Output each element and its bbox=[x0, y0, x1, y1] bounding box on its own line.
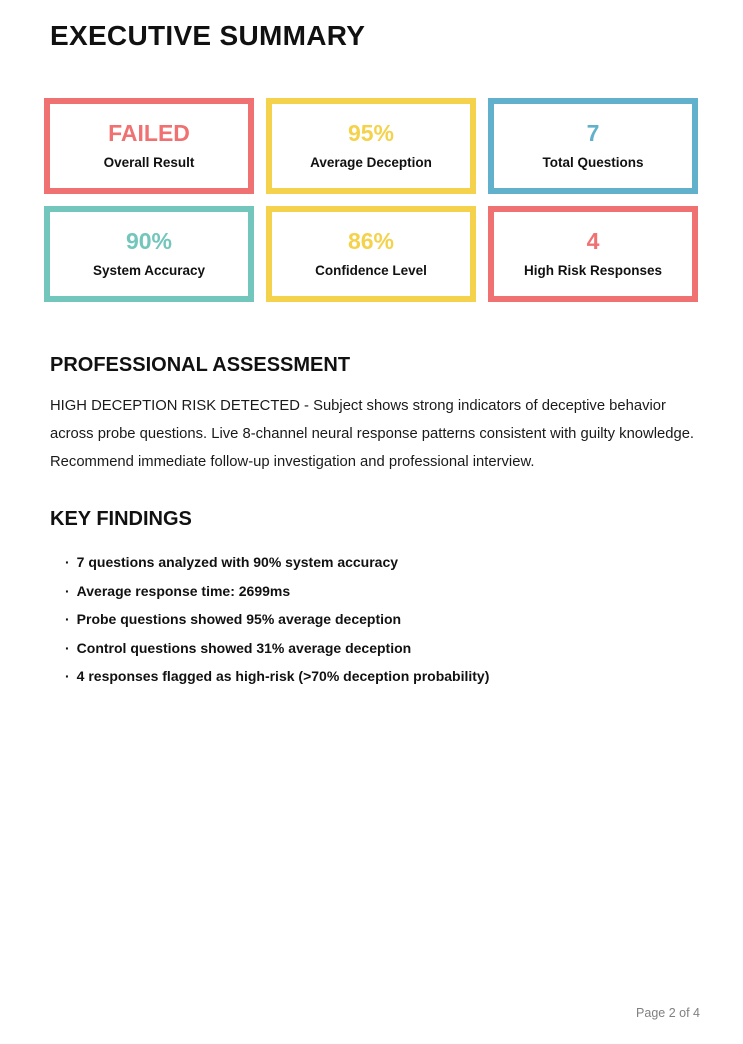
bullet-dot: · bbox=[65, 639, 70, 656]
stat-card-confidence-level bbox=[266, 206, 476, 302]
stat-card-value: 7 bbox=[586, 120, 600, 147]
stat-card-label: System Accuracy bbox=[92, 263, 206, 279]
finding-item bbox=[65, 577, 743, 606]
finding-text: 7 questions analyzed with 90% system accuracy bbox=[76, 554, 399, 570]
page-title: EXECUTIVE SUMMARY bbox=[50, 20, 366, 51]
stat-card-label: Overall Result bbox=[103, 155, 195, 171]
page-number: Page 2 of 4 bbox=[636, 1006, 700, 1020]
finding-item bbox=[65, 605, 743, 634]
stat-card-overall-result bbox=[44, 98, 254, 194]
findings-list bbox=[65, 548, 743, 691]
summary-cards-grid bbox=[44, 98, 698, 302]
stat-card-value: 95% bbox=[347, 120, 395, 147]
stat-card-label: High Risk Responses bbox=[523, 263, 663, 279]
assessment-text: HIGH DECEPTION RISK DETECTED - Subject shows strong indicators of deceptive behavior across probe questions. Live 8-channel neural response patterns consistent with guilty knowledge. Recommend immediate follow-up investigation and professional interview. bbox=[50, 398, 695, 470]
bullet-dot: · bbox=[65, 582, 70, 599]
bullet-dot: · bbox=[65, 611, 70, 627]
finding-item bbox=[65, 662, 743, 691]
stat-card-high-risk-responses bbox=[488, 206, 698, 302]
finding-text: Average response time: 2699ms bbox=[76, 582, 291, 599]
stat-card-total-questions bbox=[488, 98, 698, 194]
stat-card-value: 4 bbox=[586, 228, 600, 255]
finding-text: Control questions showed 31% average deception bbox=[76, 639, 412, 656]
stat-card-value: 86% bbox=[347, 228, 395, 255]
finding-item bbox=[65, 548, 743, 577]
stat-card-label: Total Questions bbox=[542, 155, 644, 171]
stat-card-average-deception bbox=[266, 98, 476, 194]
stat-card-label: Confidence Level bbox=[315, 263, 427, 279]
stat-card-label: Average Deception bbox=[310, 155, 432, 171]
bullet-dot: · bbox=[65, 554, 70, 570]
finding-text: Probe questions showed 95% average deception bbox=[76, 611, 402, 627]
section-heading-key-findings: KEY FINDINGS bbox=[50, 508, 192, 530]
finding-item bbox=[65, 634, 743, 663]
finding-text: 4 responses flagged as high-risk (>70% deception probability) bbox=[76, 668, 490, 684]
stat-card-value: FAILED bbox=[108, 120, 190, 147]
stat-card-system-accuracy bbox=[44, 206, 254, 302]
section-heading-professional-assessment: PROFESSIONAL ASSESSMENT bbox=[50, 354, 351, 376]
bullet-dot: · bbox=[65, 668, 70, 684]
stat-card-value: 90% bbox=[125, 228, 173, 255]
